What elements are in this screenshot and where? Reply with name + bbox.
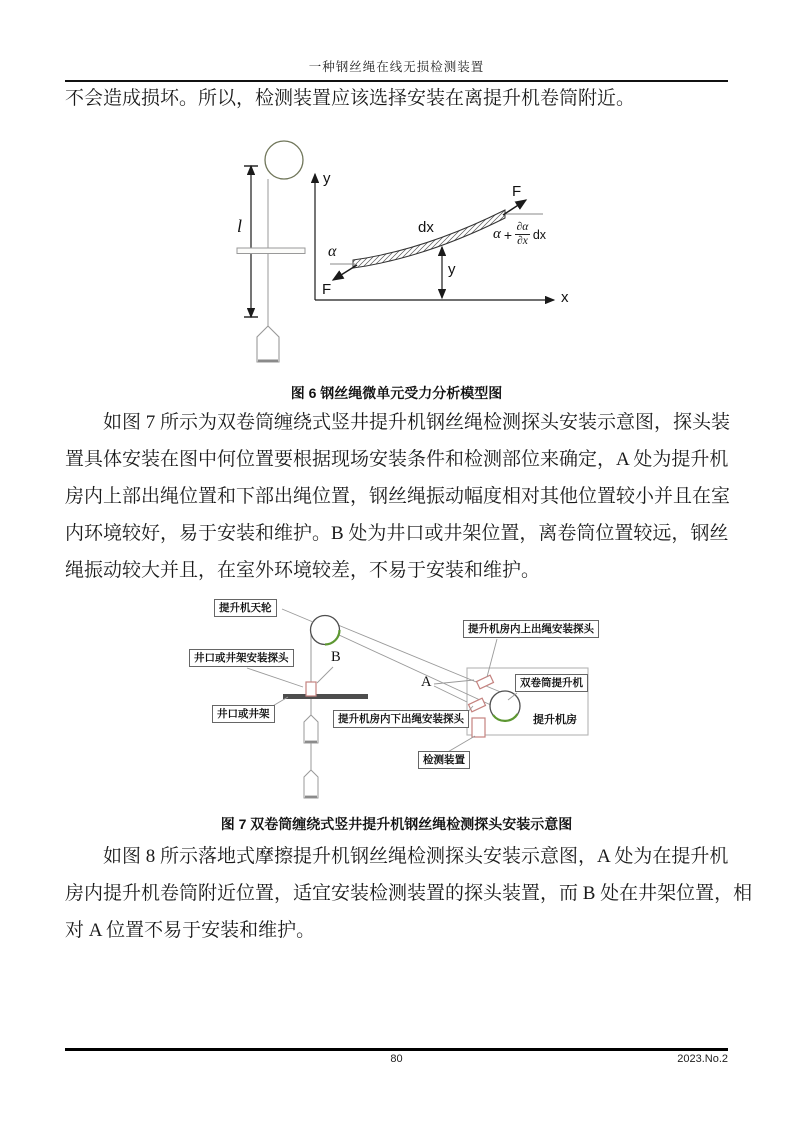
wellhead-probe-label: 井口或井架安装探头: [189, 649, 294, 667]
paragraph-3-line: 对 A 位置不易于安装和维护。: [65, 920, 316, 941]
paragraph-2-line: 内环境较好，易于安装和维护。B 处为井口或井架位置，离卷筒位置较远，钢丝: [65, 523, 729, 544]
figure-7-canvas: [65, 595, 728, 810]
upper-rope-probe-label: 提升机房内上出绳安装探头: [463, 620, 599, 638]
paragraph-2-line: 绳振动较大并且，在室外环境较差，不易于安装和维护。: [65, 560, 541, 581]
point-b-label: B: [331, 649, 341, 665]
formula-denominator: ∂x: [517, 235, 528, 248]
footer-rule: [65, 1048, 728, 1051]
alpha-label: α: [328, 243, 337, 260]
page-header-title: 一种钢丝绳在线无损检测装置: [308, 60, 485, 74]
figure-7-diagram: [65, 595, 728, 810]
paragraph-3: [65, 838, 753, 949]
figure-6-diagram: [65, 140, 728, 380]
double-drum-hoist-label: 双卷筒提升机: [515, 674, 588, 692]
force-arrow-right: [503, 200, 526, 215]
formula-numerator: ∂α: [516, 221, 529, 233]
force-arrow-left: [333, 265, 357, 280]
paragraph-2-line: 如图 7 所示为双卷筒缠绕式竖井提升机钢丝绳检测探头安装示意图，探头装: [103, 412, 731, 433]
weight-body: [257, 326, 279, 362]
pulley-circle: [265, 141, 303, 179]
weight-2: [304, 770, 318, 798]
formula-fraction: [515, 221, 530, 248]
paragraph-2-line: 房内上部出绳位置和下部出绳位置，钢丝绳振动幅度相对其他位置较小并且在室: [65, 486, 731, 507]
detection-device-rect: [472, 718, 485, 737]
weight-1: [304, 715, 318, 743]
force-label-bottom: F: [322, 281, 332, 298]
paragraph-2-line: 置具体安装在图中何位置要根据现场安装条件和检测部位来确定，A 处为提升机: [65, 449, 729, 470]
angle-formula: [493, 221, 546, 248]
point-a-label: A: [421, 674, 432, 690]
y-axis-label: y: [323, 170, 331, 187]
x-axis-label: x: [561, 289, 569, 306]
paragraph-1-line: 不会造成损坏。所以，检测装置应该选择安装在离提升机卷筒附近。: [65, 88, 636, 109]
head-sheave-label: 提升机天轮: [214, 599, 277, 617]
force-label-top: F: [512, 183, 522, 200]
dx-label: dx: [418, 219, 434, 236]
paragraph-1: [65, 86, 728, 112]
wellhead-bar: [283, 694, 368, 699]
lower-rope-probe-label: 提升机房内下出绳安装探头: [333, 710, 469, 728]
figure-6-caption: 图 6 钢丝绳微单元受力分析模型图: [290, 385, 503, 401]
paragraph-2: [65, 404, 731, 589]
y-dimension-label: y: [448, 261, 456, 278]
platform-bar: [237, 248, 305, 254]
wellhead-label: 井口或井架: [212, 705, 275, 723]
figure-7-caption: 图 7 双卷筒缠绕式竖井提升机钢丝绳检测探头安装示意图: [220, 816, 573, 832]
formula-alpha: α: [493, 226, 501, 243]
formula-plus: +: [503, 226, 513, 243]
detection-device-label: 检测装置: [418, 751, 470, 769]
rope-length-label: l: [237, 216, 243, 236]
hoist-room-label: 提升机房: [533, 714, 577, 726]
footer-page-number: 80: [390, 1053, 403, 1065]
paragraph-3-line: 如图 8 所示落地式摩擦提升机钢丝绳检测探头安装示意图，A 处为在提升机: [103, 846, 729, 867]
figure-6-canvas: [65, 140, 728, 380]
formula-dx: dx: [532, 227, 547, 242]
footer-issue-label: 2023.No.2: [677, 1053, 728, 1065]
paragraph-3-line: 房内提升机卷筒附近位置，适宜安装检测装置的探头装置，而 B 处在井架位置，相: [65, 883, 753, 904]
wellhead-probe-rect: [306, 682, 316, 696]
header-rule: [65, 80, 728, 82]
